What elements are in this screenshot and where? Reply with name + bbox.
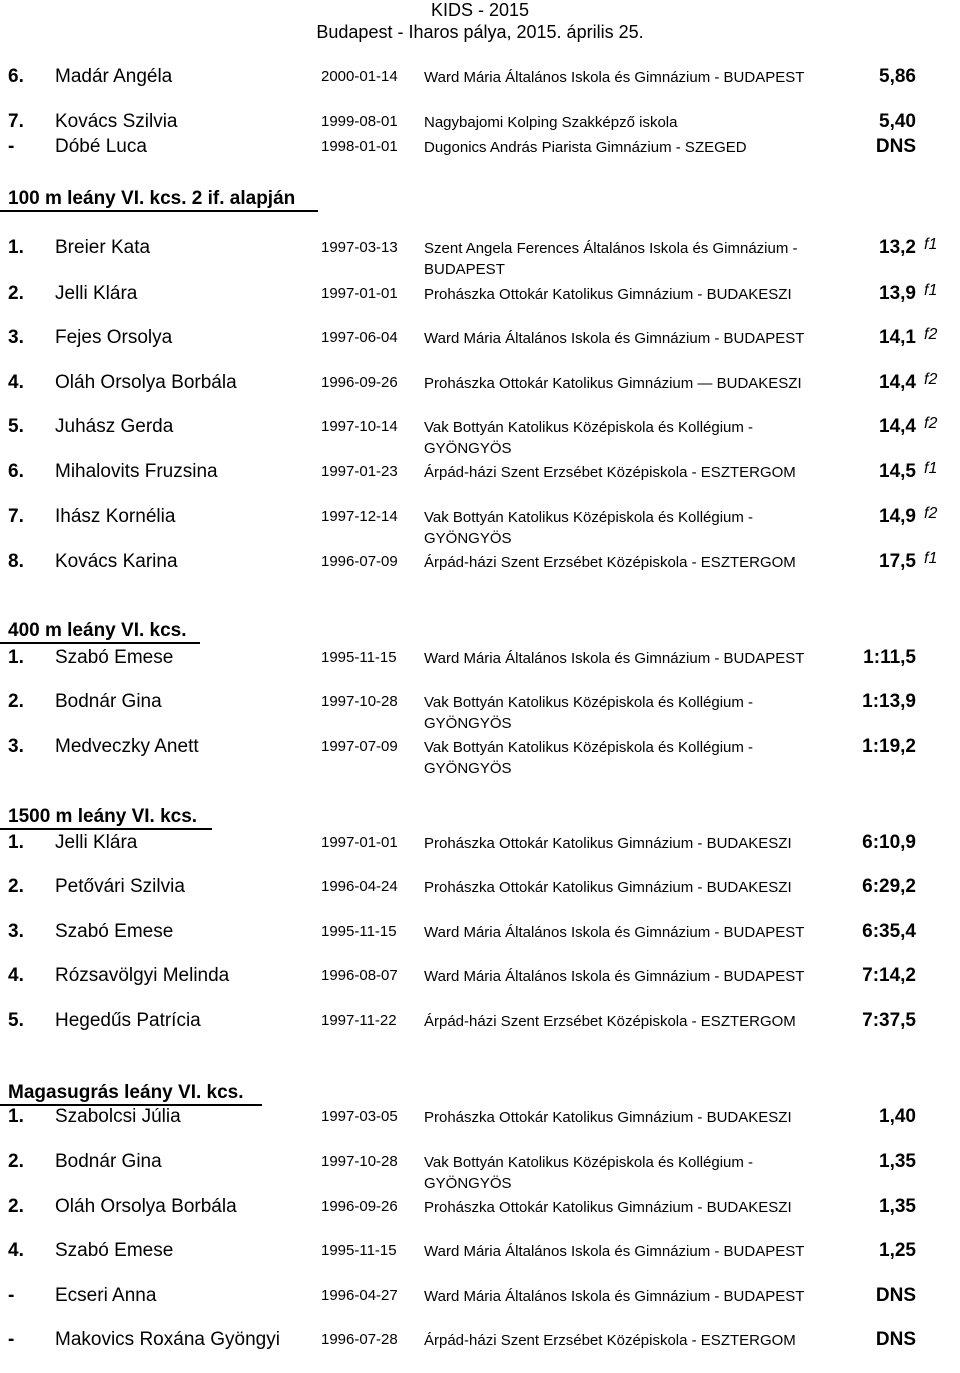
section-title: 100 m leány VI. kcs. 2 if. alapján [8,188,296,209]
athlete-name: Makovics Roxána Gyöngyi [55,1329,280,1350]
heat-note: f2 [924,505,938,522]
school-name: Ward Mária Általános Iskola és Gimnázium - BUDAPEST [424,650,805,667]
heat-note: f1 [924,550,938,567]
athlete-name: Rózsavölgyi Melinda [55,965,230,986]
school-name: Vak Bottyán Katolikus Középiskola és Kollégium - GYÖNGYÖS [424,739,754,777]
birth-date: 1999-08-01 [321,113,398,130]
school-name: Prohászka Ottokár Katolikus Gimnázium - BUDAKESZI [424,835,792,852]
place: 2. [8,283,24,304]
place: 8. [8,551,24,572]
athlete-name: Szabó Emese [55,1240,174,1261]
place: 5. [8,1010,24,1031]
place: 5. [8,416,24,437]
school-name: Árpád-házi Szent Erzsébet Középiskola - ESZTERGOM [424,464,796,481]
section-underline [0,828,212,830]
athlete-name: Breier Kata [55,237,151,258]
place: 7. [8,506,24,527]
place: 4. [8,1240,24,1261]
school-name: Vak Bottyán Katolikus Középiskola és Kollégium - GYÖNGYÖS [424,694,754,732]
section-title: Magasugrás leány VI. kcs. [8,1082,244,1103]
athlete-name: Szabó Emese [55,647,174,668]
birth-date: 1996-07-09 [321,553,398,570]
result-row [0,461,960,505]
result-value: 14,1 [879,327,916,348]
athlete-name: Kovács Karina [55,551,178,572]
athlete-name: Szabolcsi Júlia [55,1106,181,1127]
place: 2. [8,876,24,897]
heat-note: f2 [924,371,938,388]
school-name: Prohászka Ottokár Katolikus Gimnázium - BUDAKESZI [424,1109,792,1126]
school-name: Vak Bottyán Katolikus Középiskola és Kollégium - GYÖNGYÖS [424,419,754,457]
athlete-name: Fejes Orsolya [55,327,173,348]
result-value: 14,9 [879,506,916,527]
athlete-name: Mihalovits Fruzsina [55,461,218,482]
section-underline [0,210,318,212]
result-value: 1,35 [879,1151,916,1172]
school-name: Vak Bottyán Katolikus Középiskola és Kollégium - GYÖNGYÖS [424,509,754,547]
school-name: Nagybajomi Kolping Szakképző iskola [424,114,678,131]
birth-date: 1996-09-26 [321,374,398,391]
result-row [0,66,960,110]
place: 2. [8,1196,24,1217]
place: 3. [8,327,24,348]
result-row [0,736,960,780]
result-row [0,1196,960,1240]
birth-date: 1997-01-01 [321,834,398,851]
place: 4. [8,372,24,393]
place: 6. [8,66,24,87]
school-name: Ward Mária Általános Iskola és Gimnázium - BUDAPEST [424,330,805,347]
birth-date: 1995-11-15 [321,649,397,666]
result-row [0,691,960,735]
result-row [0,647,960,691]
athlete-name: Jelli Klára [55,832,138,853]
school-name: Ward Mária Általános Iskola és Gimnázium - BUDAPEST [424,968,805,985]
school-name: Ward Mária Általános Iskola és Gimnázium - BUDAPEST [424,69,805,86]
birth-date: 1997-10-14 [321,418,398,435]
heat-note: f1 [924,460,938,477]
result-row [0,921,960,965]
result-row [0,136,960,180]
birth-date: 1997-03-05 [321,1108,398,1125]
athlete-name: Dóbé Luca [55,136,147,157]
school-name: Prohászka Ottokár Katolikus Gimnázium - BUDAKESZI [424,879,792,896]
result-value: 1,25 [879,1240,916,1261]
athlete-name: Jelli Klára [55,283,138,304]
birth-date: 1998-01-01 [321,138,398,155]
result-row [0,283,960,327]
result-row [0,1151,960,1195]
athlete-name: Madár Angéla [55,66,173,87]
athlete-name: Medveczky Anett [55,736,199,757]
athlete-name: Ecseri Anna [55,1285,157,1306]
result-row [0,237,960,281]
place: 3. [8,921,24,942]
birth-date: 1995-11-15 [321,1242,397,1259]
result-value: 14,4 [879,372,916,393]
place: 4. [8,965,24,986]
result-value: 1,40 [879,1106,916,1127]
place: - [8,1285,15,1306]
result-value: 7:37,5 [862,1010,916,1031]
heat-note: f2 [924,326,938,343]
heat-note: f2 [924,415,938,432]
athlete-name: Oláh Orsolya Borbála [55,1196,237,1217]
result-value: DNS [875,136,916,157]
result-row [0,832,960,876]
result-row [0,327,960,371]
section-title: 400 m leány VI. kcs. [8,620,187,641]
birth-date: 1997-11-22 [321,1012,397,1029]
result-row [0,965,960,1009]
place: 1. [8,1106,24,1127]
result-row [0,1240,960,1284]
athlete-name: Hegedűs Patrícia [55,1010,201,1031]
birth-date: 2000-01-14 [321,68,398,85]
place: - [8,1329,15,1350]
athlete-name: Juhász Gerda [55,416,174,437]
school-name: Szent Angela Ferences Általános Iskola és Gimnázium - BUDAPEST [424,240,798,278]
result-value: 17,5 [879,551,916,572]
school-name: Vak Bottyán Katolikus Középiskola és Kollégium - GYÖNGYÖS [424,1154,754,1192]
place: 3. [8,736,24,757]
athlete-name: Kovács Szilvia [55,111,178,132]
document-subtitle: Budapest - Iharos pálya, 2015. április 25. [316,22,644,42]
athlete-name: Petővári Szilvia [55,876,185,897]
result-value: 13,9 [879,283,916,304]
place: 6. [8,461,24,482]
birth-date: 1997-10-28 [321,1153,398,1170]
result-value: DNS [875,1329,916,1350]
place: 1. [8,237,24,258]
school-name: Ward Mária Általános Iskola és Gimnázium - BUDAPEST [424,924,805,941]
section-title: 1500 m leány VI. kcs. [8,806,198,827]
place: 2. [8,1151,24,1172]
birth-date: 1997-06-04 [321,329,398,346]
birth-date: 1997-01-23 [321,463,398,480]
result-row [0,416,960,460]
school-name: Prohászka Ottokár Katolikus Gimnázium - BUDAKESZI [424,286,792,303]
result-value: 13,2 [879,237,916,258]
result-row [0,1329,960,1373]
result-row [0,1106,960,1150]
result-value: 5,40 [879,111,916,132]
result-row [0,876,960,920]
athlete-name: Oláh Orsolya Borbála [55,372,237,393]
athlete-name: Bodnár Gina [55,691,162,712]
birth-date: 1996-09-26 [321,1198,398,1215]
result-value: 14,4 [879,416,916,437]
document-title: KIDS - 2015 [430,0,530,20]
result-value: 1:19,2 [862,736,916,757]
school-name: Ward Mária Általános Iskola és Gimnázium - BUDAPEST [424,1288,805,1305]
result-value: DNS [875,1285,916,1306]
birth-date: 1995-11-15 [321,923,397,940]
birth-date: 1997-10-28 [321,693,398,710]
result-row [0,506,960,550]
school-name: Prohászka Ottokár Katolikus Gimnázium - BUDAKESZI [424,1199,792,1216]
birth-date: 1996-07-28 [321,1331,398,1348]
athlete-name: Bodnár Gina [55,1151,162,1172]
place: 1. [8,647,24,668]
result-value: 6:10,9 [862,832,916,853]
school-name: Árpád-házi Szent Erzsébet Középiskola - ESZTERGOM [424,1332,796,1349]
birth-date: 1996-08-07 [321,967,398,984]
result-value: 14,5 [879,461,916,482]
birth-date: 1997-12-14 [321,508,398,525]
birth-date: 1997-03-13 [321,239,398,256]
school-name: Ward Mária Általános Iskola és Gimnázium - BUDAPEST [424,1243,805,1260]
place: 2. [8,691,24,712]
result-value: 1:11,5 [863,647,916,668]
school-name: Dugonics András Piarista Gimnázium - SZEGED [424,139,747,156]
birth-date: 1997-01-01 [321,285,398,302]
place: 1. [8,832,24,853]
place: 7. [8,111,24,132]
result-value: 1:13,9 [862,691,916,712]
athlete-name: Szabó Emese [55,921,174,942]
heat-note: f1 [924,282,938,299]
result-value: 6:35,4 [862,921,916,942]
school-name: Árpád-házi Szent Erzsébet Középiskola - ESZTERGOM [424,554,796,571]
school-name: Árpád-házi Szent Erzsébet Középiskola - ESZTERGOM [424,1013,796,1030]
result-value: 5,86 [879,66,916,87]
birth-date: 1996-04-27 [321,1287,398,1304]
birth-date: 1996-04-24 [321,878,398,895]
result-row [0,551,960,595]
birth-date: 1997-07-09 [321,738,398,755]
result-row [0,1285,960,1329]
school-name: Prohászka Ottokár Katolikus Gimnázium — BUDAKESZI [424,375,802,392]
result-value: 7:14,2 [862,965,916,986]
result-row [0,1010,960,1054]
result-value: 6:29,2 [862,876,916,897]
section-underline [0,642,200,644]
heat-note: f1 [924,236,938,253]
result-row [0,372,960,416]
place: - [8,136,15,157]
result-value: 1,35 [879,1196,916,1217]
athlete-name: Ihász Kornélia [55,506,176,527]
